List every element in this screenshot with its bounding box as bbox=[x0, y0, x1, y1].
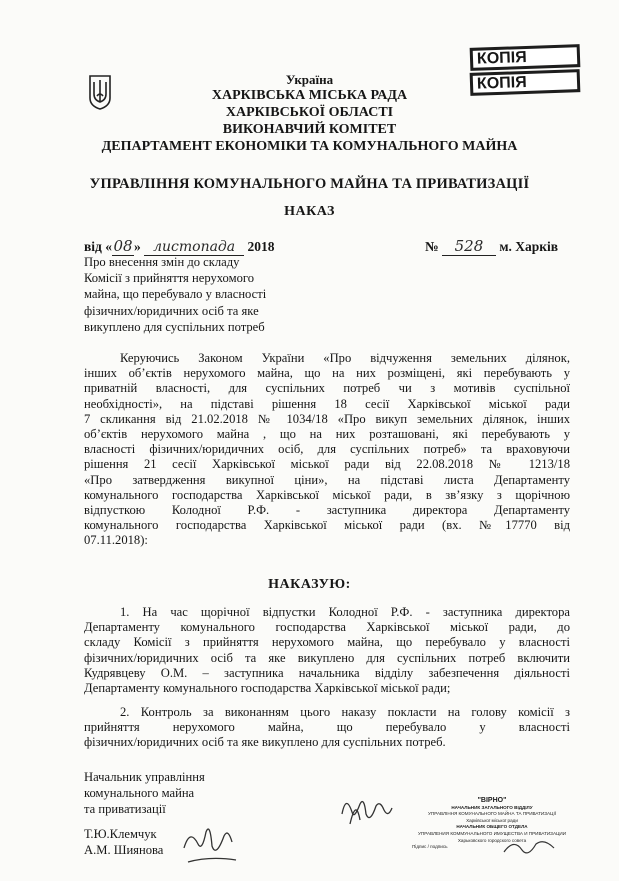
subject-line: майна, що перебувало у власності bbox=[84, 287, 267, 302]
preamble-line: інших об’єктів нерухомого майна, що на них розміщені, які перебувають у bbox=[84, 366, 570, 381]
copy-stamp-line1: КОПІЯ bbox=[470, 44, 581, 71]
preamble bbox=[84, 351, 570, 549]
header-department: ДЕПАРТАМЕНТ ЕКОНОМІКИ ТА КОМУНАЛЬНОГО МАЙНА bbox=[101, 139, 518, 154]
signatory-block bbox=[84, 769, 205, 817]
item2-line: прийняття нерухомого майна, що перебувало у власності bbox=[84, 720, 570, 735]
item1-line: Департаменту комунального господарства Харківської міської ради, до bbox=[84, 620, 570, 635]
date-day: 08 bbox=[113, 237, 133, 255]
preamble-line: необхідності», на підставі рішення 18 сесії Харківської міської ради bbox=[84, 396, 570, 411]
number-prefix: № bbox=[425, 239, 439, 254]
item1-line: складу Комісії з прийняття нерухомого майна, що перебувало у власності bbox=[84, 635, 570, 650]
subject-line: Про внесення змін до складу bbox=[84, 255, 240, 269]
stamp-line: Підпис / подпись bbox=[412, 844, 448, 850]
executor-name: А.М. Шиянова bbox=[84, 843, 164, 857]
stamp-signature-icon bbox=[500, 836, 560, 860]
stamp-line: Харківської міської ради bbox=[466, 817, 518, 823]
footer-names bbox=[84, 826, 163, 858]
doc-type-title: НАКАЗ bbox=[284, 204, 335, 219]
preamble-line: 7 скликання від 21.02.2018 № 1034/18 «Про викуп земельних ділянок, інших bbox=[84, 411, 570, 426]
preamble-line: приватній власності, для суспільних потреб чи з мотивів суспільної bbox=[84, 381, 570, 396]
stamp-line: УПРАВЛЕНИЯ КОММУНАЛЬНОГО ИМУЩЕСТВА И ПРИВАТИЗАЦИИ bbox=[417, 830, 567, 836]
subject-line: Комісії з прийняття нерухомого bbox=[84, 271, 255, 286]
stamp-line: "ВІРНО" bbox=[477, 797, 507, 804]
signature-executor-icon bbox=[180, 818, 240, 868]
item1-line: Кудрявцеву О.М. – заступника начальника відділу забезпечення діяльності bbox=[84, 665, 570, 680]
order-heading: НАКАЗУЮ: bbox=[268, 577, 351, 592]
preamble-line: відпусткою Колодної Р.Ф. - заступника директора Департаменту bbox=[84, 503, 570, 518]
subject-block bbox=[84, 254, 266, 335]
stamp-line: НАЧАЛЬНИК ОБЩЕГО ОТДЕЛА bbox=[456, 824, 528, 830]
stamp-line: Харьковского городского совета bbox=[457, 837, 527, 843]
item1-line: Департаменту комунального господарства Харківської міської ради; bbox=[84, 681, 451, 696]
order-item-1 bbox=[84, 605, 570, 696]
date-month: листопада bbox=[144, 239, 244, 256]
preamble-line: «Про затвердження викупної ціни», на підставі листа Департаменту bbox=[84, 472, 570, 487]
signatory-title: Начальник управління bbox=[84, 770, 205, 784]
header-committee: ВИКОНАВЧИЙ КОМІТЕТ bbox=[222, 122, 397, 137]
header-region: ХАРКІВСЬКОЇ ОБЛАСТІ bbox=[225, 105, 394, 120]
preamble-line: рішення 21 сесії Харківської міської ради від 22.08.2018 № 1213/18 bbox=[84, 457, 570, 472]
preamble-line: власності фізичних/юридичних осіб, для суспільних потреб» та враховуючи bbox=[84, 442, 570, 457]
preamble-line: 07.11.2018): bbox=[84, 533, 148, 548]
signatory-title: комунального майна bbox=[84, 786, 195, 800]
signatory-title: та приватизації bbox=[84, 802, 166, 816]
item2-line: фізичних/юридичних осіб та яке викуплено для суспільних потреб. bbox=[84, 735, 446, 750]
copy-stamp-line2: КОПІЯ bbox=[470, 69, 581, 96]
date-prefix: від « bbox=[84, 239, 112, 254]
preamble-line: комунального господарства Харківської міської ради (вх. №17770 від bbox=[84, 518, 570, 533]
date-mid: » bbox=[134, 239, 141, 254]
stamp-line: УПРАВЛІННЯ КОМУНАЛЬНОГО МАЙНА ТА ПРИВАТИЗАЦІЇ bbox=[427, 811, 557, 817]
item1-line: фізичних/юридичних осіб та яке викуплено для суспільних потреб включити bbox=[84, 650, 570, 665]
subject-line: фізичних/юридичних осіб та яке bbox=[84, 303, 259, 318]
item2-line: 2. Контроль за виконанням цього наказу покласти на голову комісії з bbox=[120, 705, 570, 719]
order-number: 528 bbox=[442, 237, 496, 256]
subject-line: викуплено для суспільних потреб bbox=[84, 319, 265, 334]
preamble-line: Керуючись Законом України «Про відчуження земельних ділянок, bbox=[120, 351, 570, 365]
date-year: 2018 bbox=[247, 239, 275, 254]
preamble-line: комунального господарства Харківської міської ради, в зв’язку з щорічною bbox=[84, 487, 570, 502]
header-council: ХАРКІВСЬКА МІСЬКА РАДА bbox=[211, 88, 408, 103]
header-division: УПРАВЛІННЯ КОМУНАЛЬНОГО МАЙНА ТА ПРИВАТИЗАЦІЇ bbox=[89, 176, 530, 192]
item1-line: 1. На час щорічної відпустки Колодної Р.Ф. - заступника директора bbox=[120, 605, 570, 619]
header-country: Україна bbox=[285, 72, 334, 87]
preamble-line: об’єктів нерухомого майна , що на них розташовані, які перебувають у bbox=[84, 427, 570, 442]
signature-head-icon bbox=[336, 790, 396, 830]
number-line bbox=[425, 237, 558, 256]
stamp-line: НАЧАЛЬНИК ЗАГАЛЬНОГО ВІДДІЛУ bbox=[451, 804, 533, 810]
executor-name: Т.Ю.Клемчук bbox=[84, 827, 157, 841]
city: м. Харків bbox=[499, 239, 559, 254]
order-item-2 bbox=[84, 705, 570, 751]
